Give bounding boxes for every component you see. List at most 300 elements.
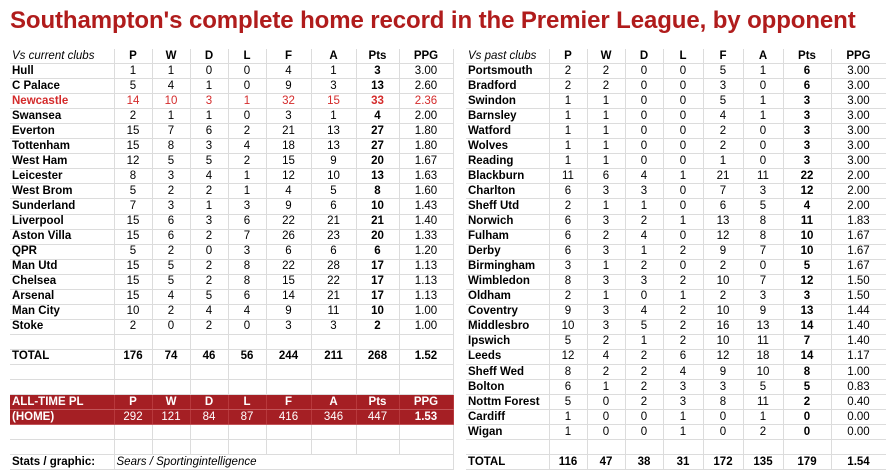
stat-cell: 4 xyxy=(152,289,190,304)
stat-cell: 3 xyxy=(783,154,831,169)
stat-cell: 23 xyxy=(311,229,356,244)
total-cell: 135 xyxy=(743,455,783,470)
stat-cell: 1.40 xyxy=(831,334,886,349)
stat-cell: 5 xyxy=(625,319,663,334)
table-row xyxy=(10,169,453,184)
club-name: Everton xyxy=(10,124,114,139)
stat-cell: 2 xyxy=(152,304,190,319)
stat-cell: 3 xyxy=(266,319,311,334)
stat-cell: 0 xyxy=(625,79,663,94)
stat-cell: 13 xyxy=(311,124,356,139)
stat-cell: 0 xyxy=(625,425,663,440)
stat-cell: 0 xyxy=(703,410,743,425)
stat-cell: 1.17 xyxy=(831,349,886,364)
alltime-sublabel: (HOME) xyxy=(10,410,114,425)
stat-cell: 5 xyxy=(783,259,831,274)
stat-cell: 4 xyxy=(190,169,228,184)
stat-cell: 4 xyxy=(703,109,743,124)
empty-cell xyxy=(356,425,399,440)
stat-cell: 0 xyxy=(152,319,190,334)
table-row xyxy=(466,244,886,259)
stat-cell: 3 xyxy=(703,79,743,94)
header-row xyxy=(10,49,453,64)
stat-cell: 12 xyxy=(783,274,831,289)
stat-cell: 1 xyxy=(587,154,625,169)
club-name: C Palace xyxy=(10,79,114,94)
stat-cell: 1.44 xyxy=(831,304,886,319)
stat-cell: 0 xyxy=(625,64,663,79)
club-name: Tottenham xyxy=(10,139,114,154)
stat-cell: 13 xyxy=(356,169,399,184)
stat-cell: 3 xyxy=(783,124,831,139)
stat-cell: 2.36 xyxy=(399,94,453,109)
stat-cell: 0 xyxy=(743,79,783,94)
stat-cell: 17 xyxy=(356,274,399,289)
stat-cell: 0 xyxy=(743,124,783,139)
stat-cell: 1 xyxy=(228,94,266,109)
stat-cell: 8 xyxy=(228,274,266,289)
total-cell: 1.52 xyxy=(399,349,453,364)
empty-cell xyxy=(114,334,152,349)
club-name: Reading xyxy=(466,154,549,169)
empty-cell xyxy=(152,440,190,455)
stat-cell: 1 xyxy=(625,334,663,349)
club-name: Oldham xyxy=(466,289,549,304)
alltime-label: ALL-TIME PL xyxy=(10,395,114,410)
stat-cell: 13 xyxy=(743,319,783,334)
stat-cell: 10 xyxy=(783,244,831,259)
alltime-cell: 1.53 xyxy=(399,410,453,425)
alltime-column-header: D xyxy=(190,395,228,410)
stat-cell: 21 xyxy=(266,124,311,139)
empty-cell xyxy=(311,380,356,395)
stat-cell: 28 xyxy=(311,259,356,274)
stat-cell: 21 xyxy=(356,214,399,229)
alltime-cell: 87 xyxy=(228,410,266,425)
stat-cell: 15 xyxy=(266,154,311,169)
stat-cell: 2 xyxy=(663,334,703,349)
stat-cell: 9 xyxy=(743,304,783,319)
stat-cell: 5 xyxy=(152,154,190,169)
club-name: QPR xyxy=(10,244,114,259)
stat-cell: 3 xyxy=(190,214,228,229)
empty-cell xyxy=(10,380,114,395)
stat-cell: 0 xyxy=(625,410,663,425)
stat-cell: 1 xyxy=(663,289,703,304)
stat-cell: 6 xyxy=(311,199,356,214)
stat-cell: 1 xyxy=(549,109,587,124)
stat-cell: 6 xyxy=(663,349,703,364)
stat-cell: 3 xyxy=(228,244,266,259)
stat-cell: 4 xyxy=(266,64,311,79)
stat-cell: 2 xyxy=(190,319,228,334)
stat-cell: 1 xyxy=(743,410,783,425)
table-row xyxy=(10,64,453,79)
stat-cell: 4 xyxy=(266,184,311,199)
club-name: Blackburn xyxy=(466,169,549,184)
stat-cell: 2 xyxy=(152,244,190,259)
stat-cell: 17 xyxy=(356,259,399,274)
empty-cell xyxy=(10,440,114,455)
stat-cell: 1 xyxy=(190,79,228,94)
table-row xyxy=(10,244,453,259)
empty-cell xyxy=(587,440,625,455)
total-row xyxy=(10,349,453,364)
stat-cell: 1 xyxy=(549,94,587,109)
empty-cell xyxy=(266,364,311,379)
stat-cell: 1.50 xyxy=(831,289,886,304)
stat-cell: 21 xyxy=(311,214,356,229)
stat-cell: 16 xyxy=(703,319,743,334)
stat-cell: 0 xyxy=(663,184,703,199)
stat-cell: 0 xyxy=(228,319,266,334)
empty-cell xyxy=(228,334,266,349)
section-header: Vs current clubs xyxy=(10,49,114,64)
stat-cell: 3 xyxy=(152,169,190,184)
stat-cell: 4 xyxy=(228,139,266,154)
stat-cell: 6 xyxy=(783,79,831,94)
stat-cell: 2 xyxy=(587,64,625,79)
stat-cell: 3 xyxy=(587,214,625,229)
stat-cell: 0 xyxy=(663,124,703,139)
table-row xyxy=(10,319,453,334)
stat-cell: 10 xyxy=(152,94,190,109)
credit-label: Stats / graphic: xyxy=(10,455,114,470)
stat-cell: 1.67 xyxy=(399,154,453,169)
alltime-column-header: L xyxy=(228,395,266,410)
stat-cell: 14 xyxy=(114,94,152,109)
stat-cell: 8 xyxy=(228,259,266,274)
stat-cell: 5 xyxy=(152,274,190,289)
stat-cell: 5 xyxy=(703,64,743,79)
stat-cell: 3 xyxy=(311,79,356,94)
total-cell: 268 xyxy=(356,349,399,364)
empty-cell xyxy=(266,334,311,349)
table-row xyxy=(10,124,453,139)
stat-cell: 22 xyxy=(266,259,311,274)
alltime-column-header: W xyxy=(152,395,190,410)
stat-cell: 2 xyxy=(703,259,743,274)
stat-cell: 0 xyxy=(228,109,266,124)
stat-cell: 27 xyxy=(356,139,399,154)
table-row xyxy=(466,199,886,214)
column-header: L xyxy=(228,49,266,64)
stat-cell: 3 xyxy=(703,380,743,395)
stat-cell: 2.60 xyxy=(399,79,453,94)
table-row xyxy=(466,410,886,425)
stat-cell: 9 xyxy=(549,304,587,319)
empty-cell xyxy=(663,440,703,455)
stat-cell: 22 xyxy=(783,169,831,184)
empty-cell xyxy=(10,334,114,349)
stat-cell: 2 xyxy=(703,124,743,139)
stat-cell: 2 xyxy=(587,334,625,349)
stat-cell: 2 xyxy=(663,244,703,259)
stat-cell: 1 xyxy=(625,244,663,259)
alltime-cell: 416 xyxy=(266,410,311,425)
stat-cell: 11 xyxy=(311,304,356,319)
club-name: Leeds xyxy=(466,349,549,364)
club-name: Wimbledon xyxy=(466,274,549,289)
table-row xyxy=(10,289,453,304)
stat-cell: 14 xyxy=(783,349,831,364)
stat-cell: 2 xyxy=(625,349,663,364)
table-row xyxy=(466,79,886,94)
empty-cell xyxy=(311,425,356,440)
stat-cell: 15 xyxy=(114,214,152,229)
table-row xyxy=(466,289,886,304)
alltime-column-header: F xyxy=(266,395,311,410)
stat-cell: 4 xyxy=(587,349,625,364)
stat-cell: 2 xyxy=(587,364,625,379)
stat-cell: 32 xyxy=(266,94,311,109)
alltime-cell: 447 xyxy=(356,410,399,425)
stat-cell: 0 xyxy=(587,395,625,410)
stat-cell: 5 xyxy=(743,380,783,395)
stat-cell: 15 xyxy=(114,259,152,274)
stat-cell: 2 xyxy=(743,425,783,440)
stat-cell: 8 xyxy=(549,364,587,379)
stat-cell: 4 xyxy=(228,304,266,319)
empty-cell xyxy=(399,425,453,440)
stat-cell: 1 xyxy=(743,64,783,79)
column-header: F xyxy=(266,49,311,64)
stat-cell: 0 xyxy=(228,64,266,79)
stat-cell: 6 xyxy=(356,244,399,259)
stat-cell: 1 xyxy=(311,64,356,79)
stat-cell: 2 xyxy=(625,259,663,274)
empty-cell xyxy=(228,380,266,395)
club-name: Norwich xyxy=(466,214,549,229)
stat-cell: 1.00 xyxy=(399,319,453,334)
stat-cell: 3.00 xyxy=(831,139,886,154)
table-row xyxy=(10,154,453,169)
table-row xyxy=(10,274,453,289)
column-header: P xyxy=(549,49,587,64)
stat-cell: 3.00 xyxy=(399,64,453,79)
empty-cell xyxy=(190,380,228,395)
total-cell: 176 xyxy=(114,349,152,364)
column-header: A xyxy=(311,49,356,64)
club-name: Bolton xyxy=(466,380,549,395)
stat-cell: 3.00 xyxy=(831,64,886,79)
empty-cell xyxy=(399,440,453,455)
stat-cell: 1 xyxy=(625,199,663,214)
stat-cell: 1 xyxy=(587,109,625,124)
stat-cell: 3 xyxy=(625,184,663,199)
stat-cell: 0 xyxy=(625,289,663,304)
empty-cell xyxy=(152,425,190,440)
stat-cell: 3 xyxy=(663,395,703,410)
stat-cell: 1 xyxy=(549,425,587,440)
column-header: L xyxy=(663,49,703,64)
stat-cell: 0.83 xyxy=(831,380,886,395)
empty-cell xyxy=(228,440,266,455)
table-row xyxy=(10,139,453,154)
stat-cell: 10 xyxy=(703,334,743,349)
alltime-header-row xyxy=(10,395,453,410)
empty-cell xyxy=(399,380,453,395)
stat-cell: 1.00 xyxy=(399,304,453,319)
stat-cell: 0 xyxy=(625,124,663,139)
stat-cell: 7 xyxy=(152,124,190,139)
stat-cell: 6 xyxy=(549,229,587,244)
column-header: Pts xyxy=(783,49,831,64)
stat-cell: 0 xyxy=(625,109,663,124)
stat-cell: 0 xyxy=(663,229,703,244)
stat-cell: 6 xyxy=(549,184,587,199)
stat-cell: 17 xyxy=(356,289,399,304)
stat-cell: 7 xyxy=(114,199,152,214)
table-row xyxy=(466,64,886,79)
stat-cell: 0 xyxy=(663,109,703,124)
stat-cell: 1 xyxy=(587,139,625,154)
table-row xyxy=(466,169,886,184)
stat-cell: 3 xyxy=(152,199,190,214)
stat-cell: 6 xyxy=(152,214,190,229)
column-header: PPG xyxy=(831,49,886,64)
stat-cell: 5 xyxy=(190,154,228,169)
empty-cell xyxy=(10,425,114,440)
stat-cell: 27 xyxy=(356,124,399,139)
stat-cell: 1 xyxy=(228,184,266,199)
empty-cell xyxy=(356,440,399,455)
stat-cell: 1 xyxy=(663,214,703,229)
stat-cell: 2 xyxy=(625,214,663,229)
table-row xyxy=(466,94,886,109)
stat-cell: 10 xyxy=(356,199,399,214)
empty-cell xyxy=(743,440,783,455)
total-cell: 1.54 xyxy=(831,455,886,470)
stat-cell: 2 xyxy=(625,380,663,395)
stat-cell: 1.67 xyxy=(831,229,886,244)
stat-cell: 14 xyxy=(783,319,831,334)
club-name: Nottm Forest xyxy=(466,395,549,410)
stat-cell: 0 xyxy=(663,94,703,109)
club-name: Bradford xyxy=(466,79,549,94)
column-header: PPG xyxy=(399,49,453,64)
stat-cell: 15 xyxy=(114,274,152,289)
stat-cell: 3.00 xyxy=(831,124,886,139)
stat-cell: 2 xyxy=(228,154,266,169)
table-row xyxy=(466,319,886,334)
stat-cell: 12 xyxy=(114,154,152,169)
total-cell: 179 xyxy=(783,455,831,470)
stat-cell: 21 xyxy=(311,289,356,304)
total-cell: 211 xyxy=(311,349,356,364)
header-row xyxy=(466,49,886,64)
stat-cell: 22 xyxy=(311,274,356,289)
club-name: Watford xyxy=(466,124,549,139)
stat-cell: 1.13 xyxy=(399,274,453,289)
stat-cell: 2 xyxy=(663,319,703,334)
empty-cell xyxy=(783,440,831,455)
total-cell: 46 xyxy=(190,349,228,364)
empty-cell xyxy=(114,380,152,395)
stat-cell: 1.40 xyxy=(831,319,886,334)
club-name: Cardiff xyxy=(466,410,549,425)
alltime-column-header: Pts xyxy=(356,395,399,410)
stat-cell: 1 xyxy=(587,380,625,395)
total-label: TOTAL xyxy=(466,455,549,470)
empty-cell xyxy=(114,440,152,455)
stat-cell: 6 xyxy=(266,244,311,259)
stat-cell: 0.00 xyxy=(831,410,886,425)
stat-cell: 8 xyxy=(743,229,783,244)
club-name: Chelsea xyxy=(10,274,114,289)
club-name: Hull xyxy=(10,64,114,79)
empty-cell xyxy=(703,440,743,455)
stat-cell: 1 xyxy=(587,124,625,139)
stat-cell: 2 xyxy=(190,184,228,199)
stat-cell: 11 xyxy=(743,395,783,410)
stat-cell: 8 xyxy=(114,169,152,184)
stat-cell: 4 xyxy=(625,169,663,184)
empty-cell xyxy=(10,364,114,379)
empty-cell xyxy=(356,334,399,349)
stat-cell: 5 xyxy=(743,199,783,214)
stat-cell: 6 xyxy=(152,229,190,244)
stat-cell: 3 xyxy=(190,94,228,109)
stat-cell: 2 xyxy=(549,199,587,214)
stat-cell: 1.80 xyxy=(399,139,453,154)
stat-cell: 3.00 xyxy=(831,109,886,124)
stat-cell: 1 xyxy=(311,109,356,124)
club-name: Charlton xyxy=(466,184,549,199)
stat-cell: 0 xyxy=(663,139,703,154)
stat-cell: 26 xyxy=(266,229,311,244)
stat-cell: 0 xyxy=(663,79,703,94)
stat-cell: 13 xyxy=(311,139,356,154)
stat-cell: 1.83 xyxy=(831,214,886,229)
stat-cell: 15 xyxy=(266,274,311,289)
stat-cell: 21 xyxy=(703,169,743,184)
stat-cell: 1 xyxy=(549,139,587,154)
stat-cell: 5 xyxy=(549,395,587,410)
highlight-row xyxy=(10,94,453,109)
total-cell: 172 xyxy=(703,455,743,470)
club-name: Newcastle xyxy=(10,94,114,109)
stat-cell: 0 xyxy=(783,410,831,425)
table-row xyxy=(466,259,886,274)
empty-cell xyxy=(831,440,886,455)
stat-cell: 1 xyxy=(549,410,587,425)
club-name: Leicester xyxy=(10,169,114,184)
table-row xyxy=(466,395,886,410)
stat-cell: 6 xyxy=(190,124,228,139)
stat-cell: 3 xyxy=(783,109,831,124)
stat-cell: 3.00 xyxy=(831,79,886,94)
stat-cell: 7 xyxy=(743,274,783,289)
club-name: Portsmouth xyxy=(466,64,549,79)
alltime-row xyxy=(10,410,453,425)
stat-cell: 10 xyxy=(743,364,783,379)
blank-row xyxy=(10,425,453,440)
stat-cell: 15 xyxy=(114,229,152,244)
stat-cell: 2 xyxy=(549,79,587,94)
stat-cell: 2 xyxy=(190,259,228,274)
club-name: Middlesbro xyxy=(466,319,549,334)
stat-cell: 0 xyxy=(190,244,228,259)
stat-cell: 0 xyxy=(663,199,703,214)
empty-cell xyxy=(266,380,311,395)
total-cell: 56 xyxy=(228,349,266,364)
stat-cell: 2 xyxy=(190,274,228,289)
stat-cell: 22 xyxy=(266,214,311,229)
stat-cell: 3 xyxy=(311,319,356,334)
empty-cell xyxy=(466,440,549,455)
table-row xyxy=(466,154,886,169)
